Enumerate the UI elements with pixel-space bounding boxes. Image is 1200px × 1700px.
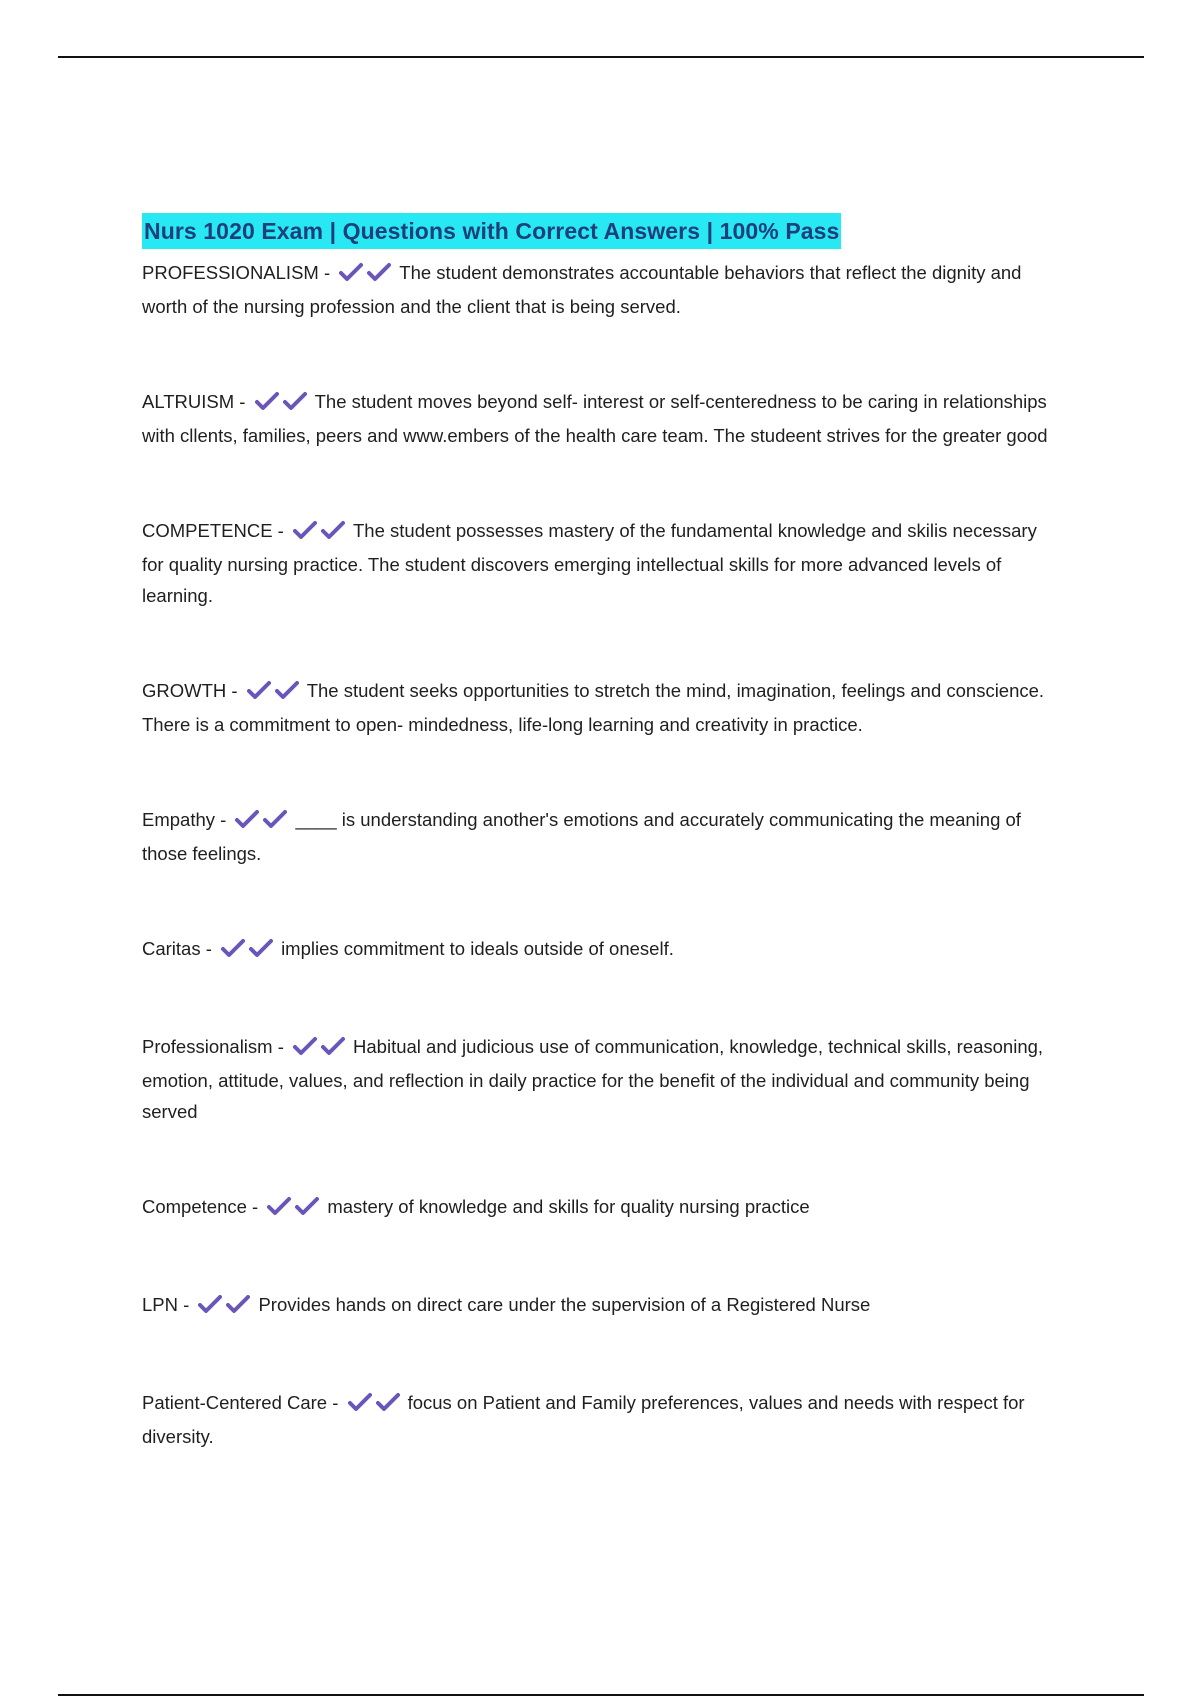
check-icon [293,520,317,540]
entry-term: LPN [142,1294,178,1315]
check-icons [267,1194,323,1225]
entry-definition: implies commitment to ideals outside of oneself. [281,938,674,959]
entry-list [142,257,1062,1452]
list-item: Patient-Centered Care - focus on Patient and Family preferences, values and needs with respect for diversity. [142,1392,1025,1447]
list-item: PROFESSIONALISM - The student demonstrates accountable behaviors that reflect the dignity and worth of the nursing profession and the client that is being served. [142,262,1022,317]
check-icon [249,938,273,958]
check-icon [339,262,363,282]
check-icon [235,809,259,829]
entry-term: Competence [142,1196,247,1217]
bottom-divider [58,1694,1144,1696]
entry-definition: mastery of knowledge and skills for quality nursing practice [327,1196,810,1217]
check-icon [275,680,299,700]
entry-term: GROWTH [142,680,227,701]
entry-term: Patient-Centered Care [142,1392,328,1413]
list-item: Empathy - ____ is understanding another's emotions and accurately communicating the meaning of those feelings. [142,809,1021,864]
check-icon [247,680,271,700]
check-icon [321,520,345,540]
list-item: Competence - mastery of knowledge and skills for quality nursing practice [142,1191,1062,1225]
check-icons [247,678,303,709]
entry-term: ALTRUISM [142,391,235,412]
check-icon [221,938,245,958]
entry-term: COMPETENCE [142,520,273,541]
check-icon [226,1294,250,1314]
document-title: Nurs 1020 Exam | Questions with Correct Answers | 100% Pass [142,213,841,249]
list-item: Caritas - implies commitment to ideals outside of oneself. [142,933,1062,967]
list-item: ALTRUISM - The student moves beyond self- interest or self-centeredness to be caring in relationships with cllents, families, peers and www.embers of the health care team. The studeent strives for the greater good [142,391,1048,446]
entry-term: Professionalism [142,1036,273,1057]
check-icon [295,1196,319,1216]
check-icons [348,1390,404,1421]
document-body [142,213,1062,1452]
check-icon [263,809,287,829]
check-icon [255,391,279,411]
check-icon [348,1392,372,1412]
list-item: Professionalism - Habitual and judicious use of communication, knowledge, technical skills, reasoning, emotion, attitude, values, and reflection in daily practice for the benefit of the individual and community being served [142,1036,1044,1122]
check-icons [293,1034,349,1065]
list-item: GROWTH - The student seeks opportunities to stretch the mind, imagination, feelings and conscience. There is a commitment to open- mindedness, life-long learning and creativity in practice. [142,680,1045,735]
check-icons [255,389,311,420]
list-item: COMPETENCE - The student possesses mastery of the fundamental knowledge and skilis necessary for quality nursing practice. The student discovers emerging intellectual skills for more advanced levels of learning. [142,520,1037,606]
entry-definition: The student demonstrates accountable behaviors that reflect the dignity and worth of the nursing profession and the client that is being served. [142,262,1022,317]
check-icons [221,936,277,967]
check-icon [367,262,391,282]
entry-definition: The student moves beyond self- interest or self-centeredness to be caring in relationships with cllents, families, peers and www.embers of the health care team. The studeent strives for the greater good [142,391,1048,446]
check-icon [293,1036,317,1056]
check-icon [321,1036,345,1056]
top-divider [58,56,1144,58]
entry-definition: Habitual and judicious use of communication, knowledge, technical skills, reasoning, emotion, attitude, values, and reflection in daily practice for the benefit of the individual and community being served [142,1036,1044,1122]
check-icons [235,807,291,838]
check-icons [293,518,349,549]
check-icons [339,260,395,291]
entry-term: Caritas [142,938,201,959]
entry-term: Empathy [142,809,216,830]
entry-definition: ____ is understanding another's emotions and accurately communicating the meaning of those feelings. [142,809,1021,864]
check-icon [376,1392,400,1412]
entry-definition: Provides hands on direct care under the supervision of a Registered Nurse [258,1294,871,1315]
entry-definition: The student seeks opportunities to stretch the mind, imagination, feelings and conscience. There is a commitment to open- mindedness, life-long learning and creativity in practice. [142,680,1045,735]
check-icons [198,1292,254,1323]
entry-term: PROFESSIONALISM [142,262,319,283]
entry-definition: focus on Patient and Family preferences, values and needs with respect for diversity. [142,1392,1025,1447]
entry-definition: The student possesses mastery of the fundamental knowledge and skilis necessary for quality nursing practice. The student discovers emerging intellectual skills for more advanced levels of learning. [142,520,1037,606]
check-icon [283,391,307,411]
list-item: LPN - Provides hands on direct care under the supervision of a Registered Nurse [142,1289,1062,1323]
check-icon [267,1196,291,1216]
check-icon [198,1294,222,1314]
